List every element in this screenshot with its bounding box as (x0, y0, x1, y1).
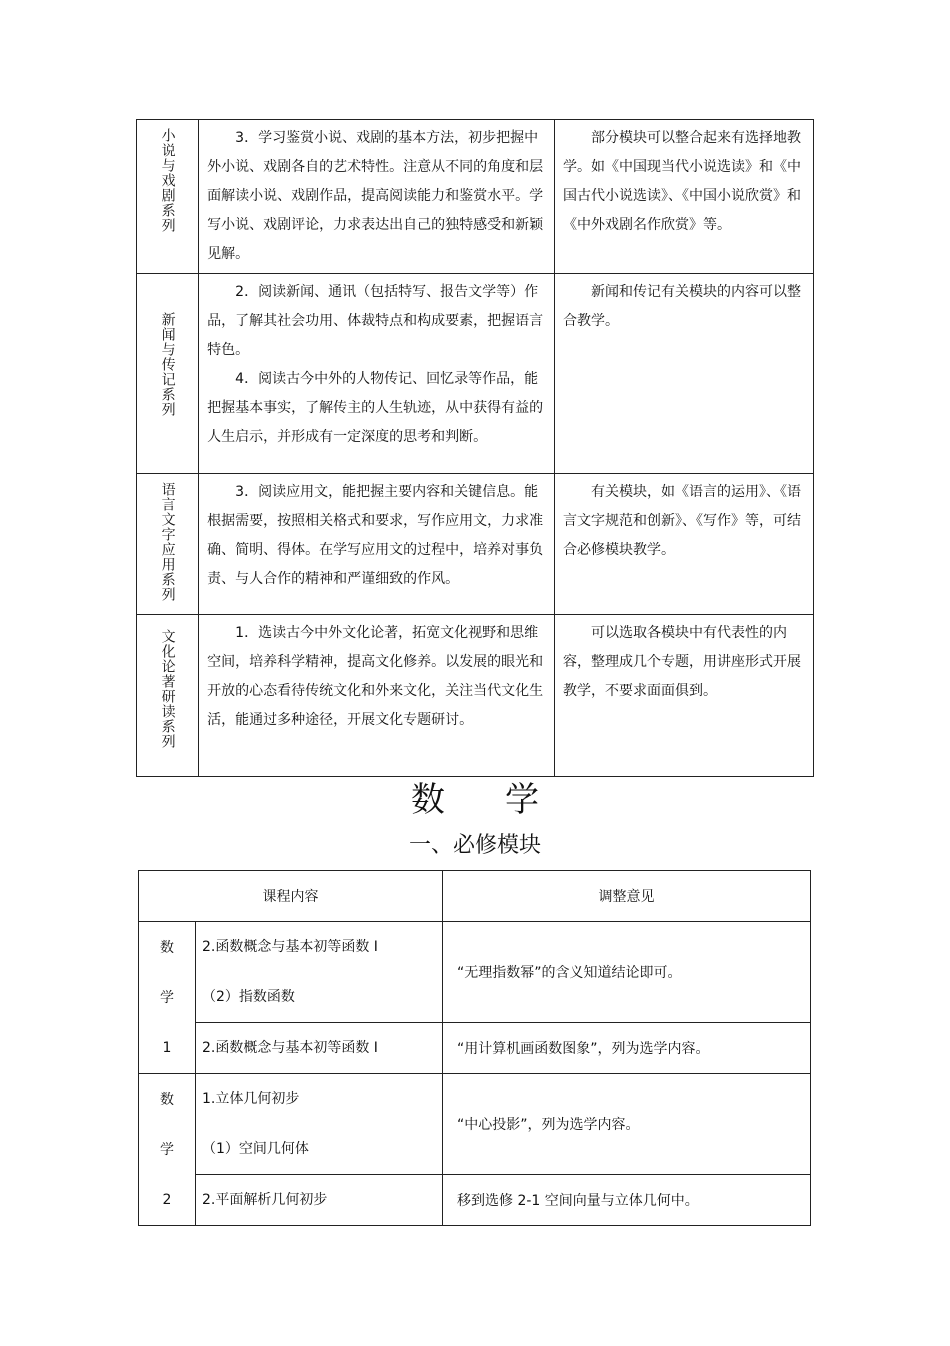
adjustment-text: 有关模块，如《语言的运用》、《语言文字规范和创新》、《写作》等，可结合必修模块教学。 (562, 484, 801, 558)
adjustment-cell: “用计算机画函数图象”，列为选学内容。 (443, 1023, 811, 1074)
content-cell (196, 1074, 443, 1175)
module-char: 1 (162, 1039, 172, 1056)
header-content: 课程内容 (139, 871, 443, 922)
adjustment-cell: “中心投影”，列为选学内容。 (443, 1074, 811, 1175)
chinese-elective-table (136, 119, 814, 777)
adjustment-text: 新闻和传记有关模块的内容可以整合教学。 (562, 284, 801, 329)
requirement-text: 2．阅读新闻、通讯（包括特写、报告文学等）作品，了解其社会功用、体裁特点和构成要素，把握语言特色。 (207, 284, 544, 358)
requirements-cell (199, 120, 555, 274)
adjustment-cell (554, 615, 813, 777)
module-cell (139, 922, 196, 1074)
requirement-text: 3．阅读应用文，能把握主要内容和关键信息。能根据需要，按照相关格式和要求，写作应用文，力求准确、简明、得体。在学写应用文的过程中，培养对事负责、与人合作的精神和严谨细致的作风。 (207, 484, 544, 587)
math-required-modules-table (138, 870, 811, 1226)
content-line: 2.函数概念与基本初等函数 I (202, 1040, 378, 1056)
requirement-text: 1．选读古今中外文化论著，拓宽文化视野和思维空间，培养科学精神，提高文化修养。以发展的眼光和开放的心态看待传统文化和外来文化，关注当代文化生活，能通过多种途径，开展文化专题研讨。 (207, 625, 544, 728)
adjustment-cell: “无理指数幂”的含义知道结论即可。 (443, 922, 811, 1023)
content-cell (196, 922, 443, 1023)
requirement-text: 4．阅读古今中外的人物传记、回忆录等作品，能把握基本事实，了解传主的人生轨迹，从中获得有益的人生启示，并形成有一定深度的思考和判断。 (207, 371, 544, 445)
requirements-cell (199, 274, 555, 474)
category-label: 新闻与传记系列 (159, 312, 176, 417)
requirement-text: 3．学习鉴赏小说、戏剧的基本方法，初步把握中外小说、戏剧各自的艺术特性。注意从不同的角度和层面解读小说、戏剧作品，提高阅读能力和鉴赏水平。学写小说、戏剧评论，力求表达出自己的独特感受和新颖见解。 (207, 130, 544, 262)
module-char: 数 (160, 939, 174, 956)
module-cell (139, 1074, 196, 1226)
content-cell (196, 1023, 443, 1074)
content-line: 1.立体几何初步 (202, 1091, 300, 1107)
section-title: 数学 (411, 780, 599, 820)
adjustment-cell: 移到选修 2-1 空间向量与立体几何中。 (443, 1175, 811, 1226)
module-char: 数 (160, 1091, 174, 1108)
section-subtitle: 一、必修模块 (408, 833, 541, 858)
module-char: 2 (162, 1191, 172, 1208)
category-label: 文化论著研读系列 (159, 629, 176, 749)
category-cell (137, 274, 199, 474)
category-cell (137, 615, 199, 777)
category-label: 语言文字应用系列 (159, 482, 176, 602)
content-cell (196, 1175, 443, 1226)
category-label: 小说与戏剧系列 (159, 128, 176, 233)
content-line: 2.函数概念与基本初等函数 I (202, 939, 378, 955)
adjustment-cell (554, 474, 813, 615)
adjustment-cell (554, 120, 813, 274)
adjustment-text: 可以选取各模块中有代表性的内容，整理成几个专题，用讲座形式开展教学，不要求面面俱到。 (562, 625, 801, 699)
content-line: （2）指数函数 (202, 989, 295, 1005)
module-char: 学 (160, 1141, 174, 1158)
category-cell (137, 120, 199, 274)
adjustment-cell (554, 274, 813, 474)
requirements-cell (199, 615, 555, 777)
header-adjustment: 调整意见 (443, 871, 811, 922)
content-line: 2.平面解析几何初步 (202, 1192, 328, 1208)
adjustment-text: 部分模块可以整合起来有选择地教学。如《中国现当代小说选读》和《中国古代小说选读》、《中国小说欣赏》和《中外戏剧名作欣赏》等。 (562, 130, 801, 233)
requirements-cell (199, 474, 555, 615)
module-char: 学 (160, 989, 174, 1006)
category-cell (137, 474, 199, 615)
content-line: （1）空间几何体 (202, 1141, 309, 1157)
